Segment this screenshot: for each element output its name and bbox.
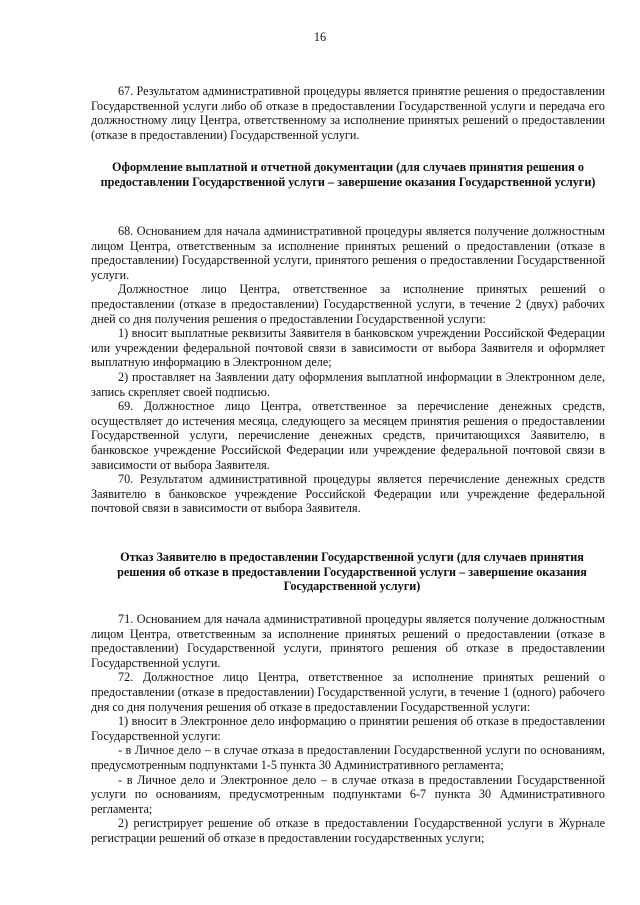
paragraph-68-item-2: 2) проставляет на Заявлении дату оформления выплатной информации в Электронном деле, запись скрепляет своей подписью. xyxy=(91,369,605,399)
block-p71-p72 xyxy=(91,612,605,846)
paragraph-68-item-1: 1) вносит выплатные реквизиты Заявителя в банковском учреждении Российской Федерации или учреждении федеральной почтовой связи в зависимости от выбора Заявителя и оформляет выплатную информацию в Электронном деле; xyxy=(91,326,605,370)
paragraph-72-item-2: 2) регистрирует решение об отказе в предоставлении Государственной услуги в Журнале регистрации решений об отказе в предоставлении государственных услуги; xyxy=(91,816,605,845)
paragraph-71: 71. Основанием для начала административной процедуры является получение должностным лицом Центра, ответственным за исполнение принятых решений о предоставлении (отказе в предоставлении) Государственной услуги, принятого решения об отказе в предоставлении Государственной услуги. xyxy=(91,612,605,670)
paragraph-68: 68. Основанием для начала административной процедуры является получение должностным лицом Центра, ответственным за исполнение принятых решений о предоставлении (отказе в предоставлении) Государственной услуги, принятого решения о предоставлении Государственной услуги. xyxy=(91,224,605,282)
section-heading-payout: Оформление выплатной и отчетной документации (для случаев принятия решения о предоставлении Государственной услуги – завершение оказания Государственной услуги) xyxy=(100,160,596,189)
block-heading-2 xyxy=(91,550,605,594)
paragraph-69: 69. Должностное лицо Центра, ответственное за перечисление денежных средств, осуществляет до истечения месяца, следующего за месяцем принятия решения о предоставлении Государственной услуги, перечисление денежных средств, причитающихся Заявителю, в банковское учреждение Российской Федерации или учреждение федеральной почтовой связи в зависимости от выбора Заявителя. xyxy=(91,399,605,472)
paragraph-70: 70. Результатом административной процедуры является перечисление денежных средств Заявителю в банковское учреждение Российской Федерации или учреждение федеральной почтовой связи в зависимости от выбора Заявителя. xyxy=(91,472,605,516)
block-heading-1 xyxy=(91,160,605,189)
block-p68-p70 xyxy=(91,224,605,516)
paragraph-67: 67. Результатом административной процедуры является принятие решения о предоставлении Государственной услуги либо об отказе в предоставлении Государственной услуги и передача его должностному лицу Центра, ответственному за исполнение принятых решений о предоставлении (отказе в предоставлении) Государственной услуги. xyxy=(91,84,605,142)
page-number: 16 xyxy=(313,30,327,44)
paragraph-72-item-1a: - в Личное дело – в случае отказа в предоставлении Государственной услуги по основаниям, предусмотренным подпунктами 1-5 пункта 30 Административного регламента; xyxy=(91,743,605,772)
paragraph-72-item-1b: - в Личное дело и Электронное дело – в случае отказа в предоставлении Государственной услуги по основаниям, предусмотренным подпунктами 6-7 пункта 30 Административного регламента; xyxy=(91,772,605,816)
paragraph-68-responsible: Должностное лицо Центра, ответственное за исполнение принятых решений о предоставлении (отказе в предоставлении) Государственной услуги, в течение 2 (двух) рабочих дней со дня получения решения о предоставлении Государственной услуги: xyxy=(91,282,605,326)
block-p67 xyxy=(91,84,605,142)
paragraph-72-item-1: 1) вносит в Электронное дело информацию о принятии решения об отказе в предоставлении Государственной услуги: xyxy=(91,714,605,743)
section-heading-refusal: Отказ Заявителю в предоставлении Государственной услуги (для случаев принятия решения об отказе в предоставлении Государственной услуги – завершение оказания Государственной услуги) xyxy=(117,550,587,594)
paragraph-72: 72. Должностное лицо Центра, ответственное за исполнение принятых решений о предоставлении (отказе в предоставлении) Государственной услуги, в течение 1 (одного) рабочего дня со дня получения решения об отказе в предоставлении Государственной услуги: xyxy=(91,670,605,714)
